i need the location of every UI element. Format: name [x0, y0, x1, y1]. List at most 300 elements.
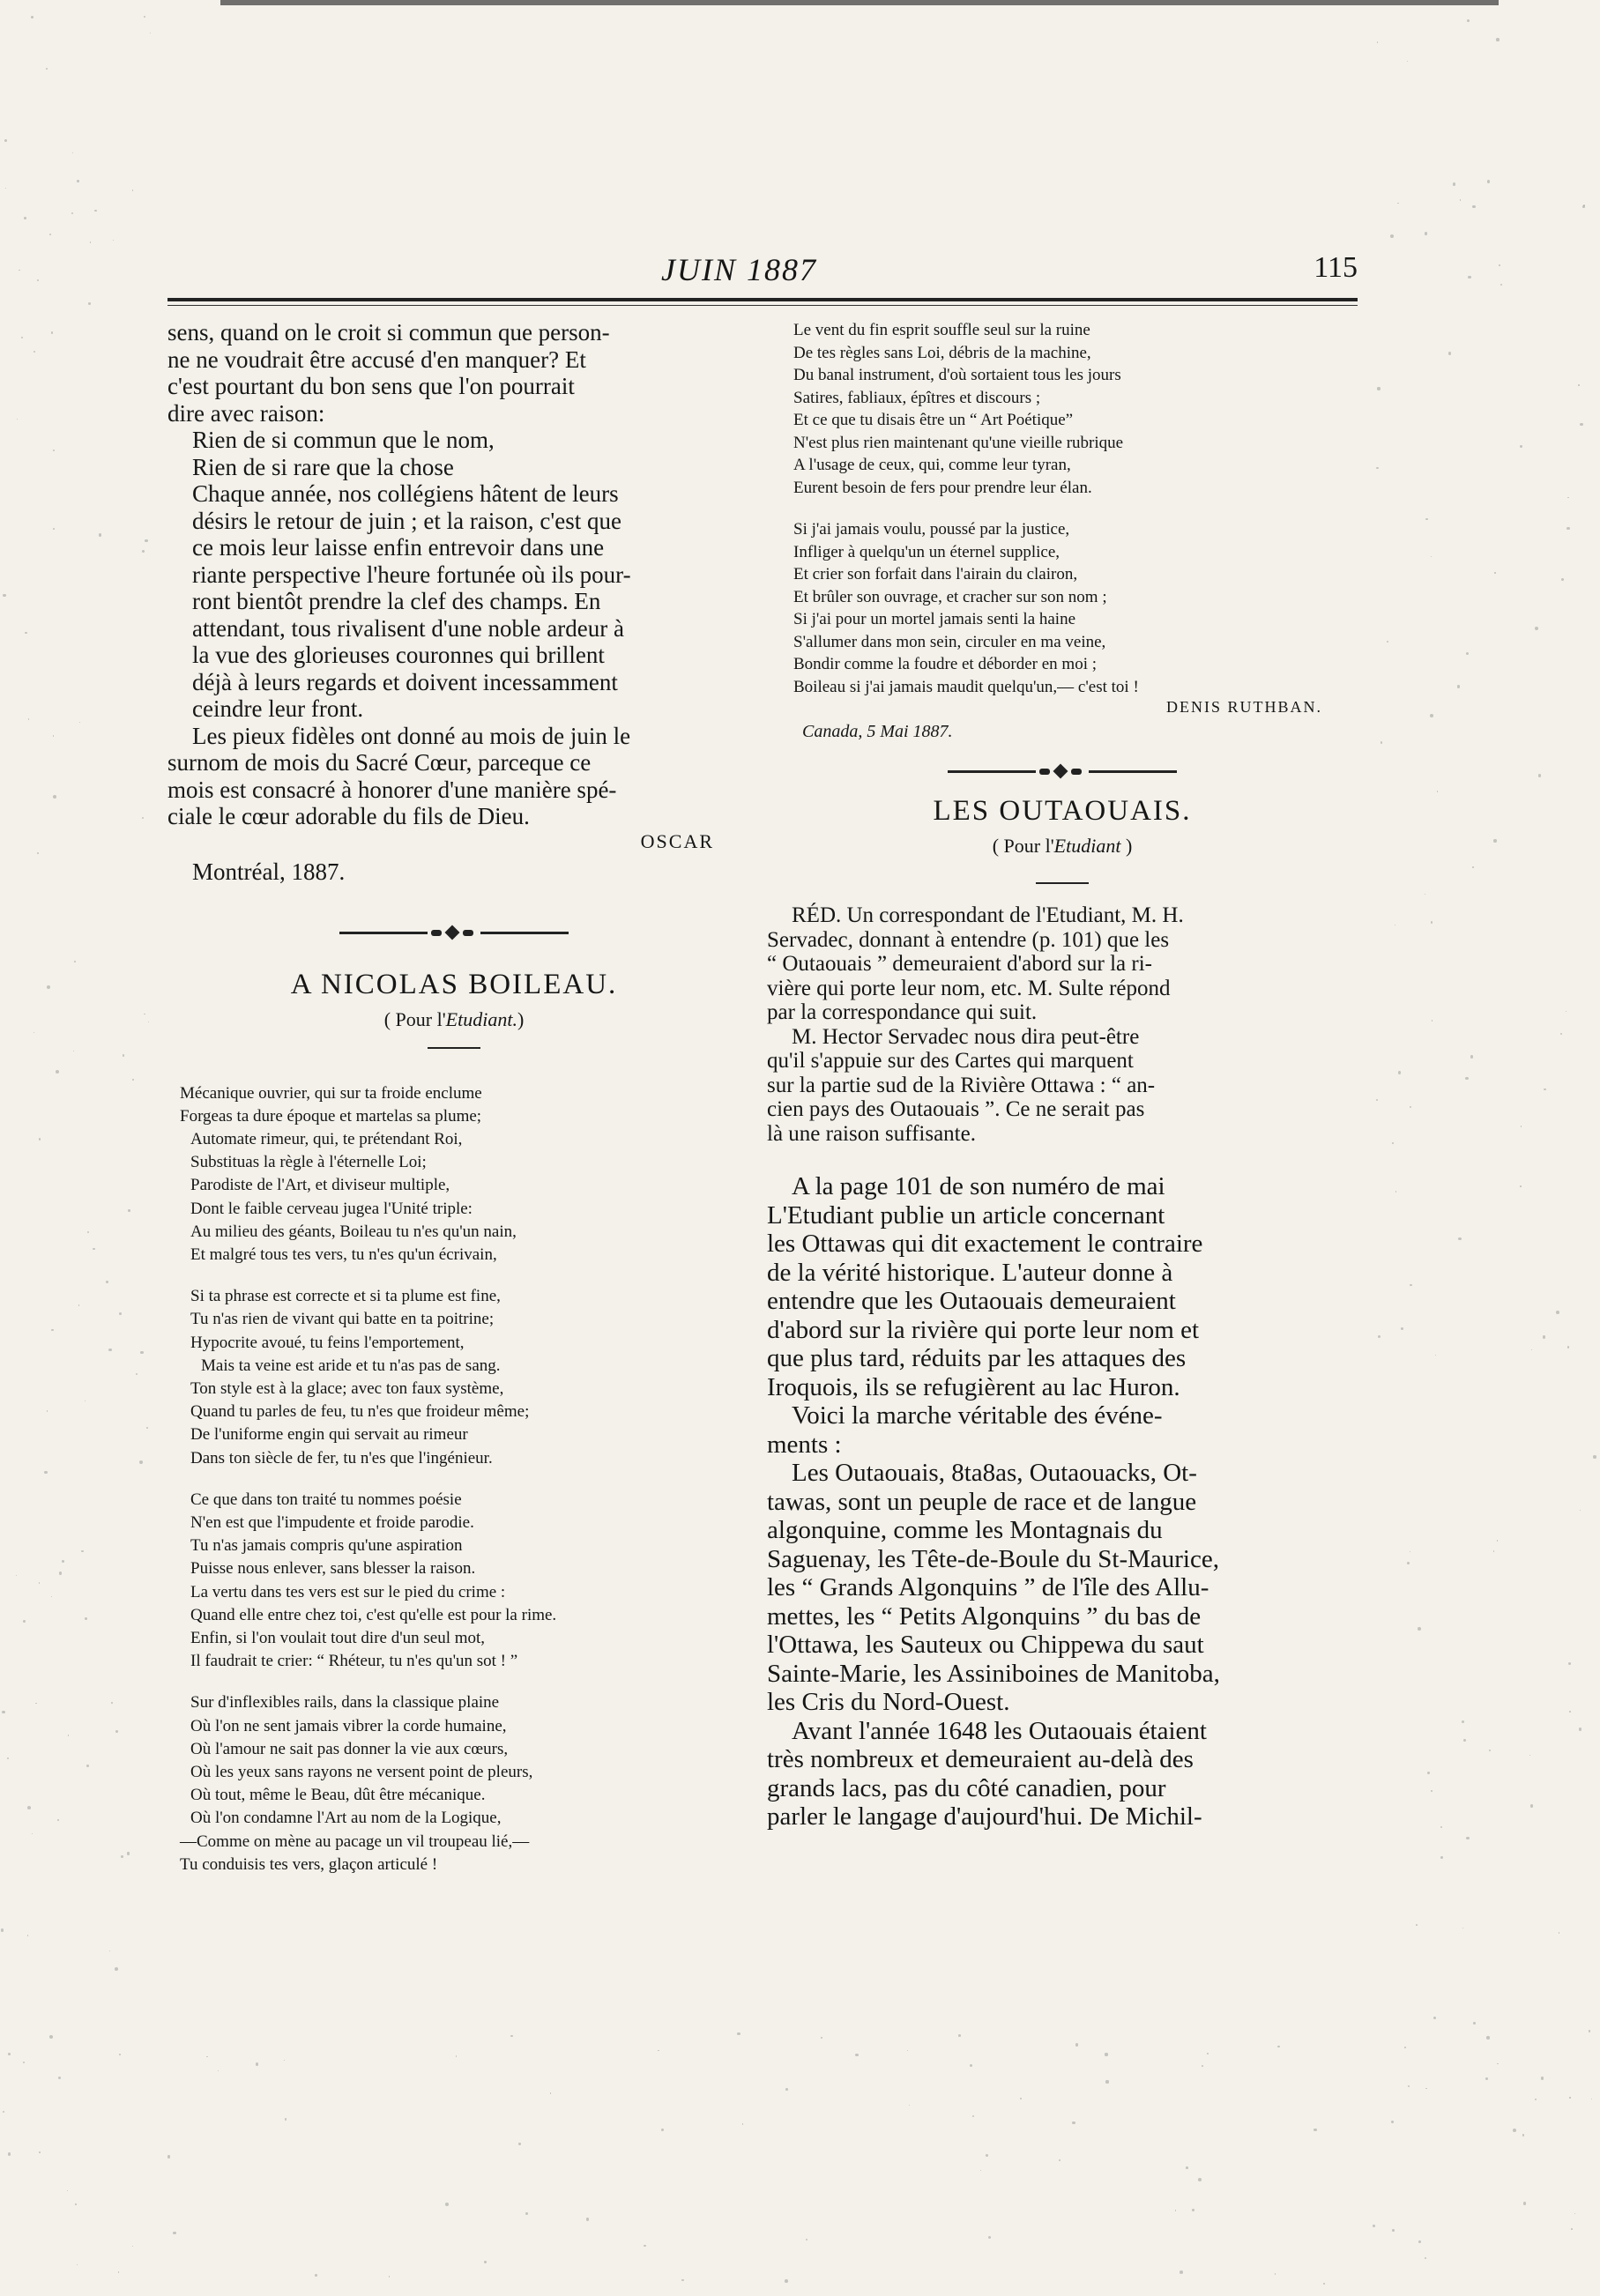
speck — [484, 2261, 487, 2263]
dateline: Montréal, 1887. — [192, 858, 346, 885]
speck — [1561, 578, 1564, 581]
speck — [1410, 1551, 1411, 1553]
verse-line: Si j'ai jamais voulu, poussé par la justice, — [793, 520, 1070, 539]
speck — [139, 1460, 143, 1464]
speck — [1175, 2210, 1176, 2211]
poem-continuation-stanza-2 — [767, 518, 1358, 698]
speck — [742, 2123, 743, 2124]
speck — [113, 240, 114, 241]
speck — [1470, 1055, 1474, 1059]
speck — [1567, 527, 1569, 530]
running-head: JUIN 1887 — [661, 252, 817, 287]
speck — [77, 2264, 78, 2265]
verse-line: N'est plus rien maintenant qu'une vieille rubrique — [793, 433, 1124, 452]
speck — [1376, 1099, 1378, 1101]
speck — [1578, 384, 1580, 386]
verse-line: Substituas la règle à l'éternelle Loi; — [190, 1153, 427, 1172]
speck — [1485, 2077, 1488, 2080]
speck — [108, 1349, 112, 1352]
speck — [47, 1410, 48, 1411]
text-line: Voici la marche véritable des événe- — [792, 1401, 1163, 1430]
speck — [1489, 1750, 1491, 1751]
speck — [737, 2032, 740, 2036]
speck — [1431, 921, 1433, 924]
text-line: vière qui porte leur nom, etc. M. Sulte répond — [767, 976, 1171, 1000]
speck — [1105, 2053, 1107, 2055]
speck — [1531, 1349, 1532, 1350]
speck — [123, 1054, 125, 1057]
speck — [1448, 352, 1451, 354]
text-line: Les Outaouais, 8ta8as, Outaouacks, Ot- — [792, 1459, 1197, 1487]
speck — [118, 2271, 119, 2272]
speck — [1373, 2225, 1375, 2227]
speck — [23, 2062, 25, 2063]
left-intro-paragraph — [167, 319, 740, 427]
speck — [21, 337, 23, 338]
text-line: mettes, les “ Petits Algonquins ” du bas de — [767, 1601, 1202, 1631]
right-column — [767, 319, 1358, 1832]
page-header — [167, 251, 1358, 294]
speck — [16, 1575, 18, 1577]
speck — [972, 2115, 974, 2117]
speck — [37, 852, 39, 854]
speck — [106, 1281, 108, 1283]
speck — [81, 1550, 84, 1553]
speck — [1499, 264, 1500, 266]
text-line: sur la partie sud de la Rivière Ottawa : “ an- — [767, 1073, 1156, 1097]
speck — [1493, 839, 1496, 842]
speck — [1392, 1142, 1394, 1144]
text-line: attendant, tous rivalisent d'une noble ardeur à — [192, 614, 624, 642]
verse-line: Dont le faible cerveau jugea l'Unité triple: — [190, 1199, 473, 1218]
speck — [658, 2050, 659, 2052]
speck — [1472, 866, 1473, 867]
speck — [144, 16, 145, 18]
text-line: tawas, sont un peuple de race et de langue — [767, 1487, 1197, 1516]
header-thin-rule — [167, 305, 1358, 306]
speck — [1458, 1237, 1462, 1241]
verse-line: Tu n'as jamais compris qu'une aspiration — [190, 1536, 463, 1556]
speck — [23, 1620, 26, 1623]
speck — [47, 985, 50, 989]
speck — [1466, 652, 1469, 655]
verse-line: Où tout, même le Beau, dût être mécanique. — [190, 1786, 486, 1805]
speck — [109, 1950, 110, 1951]
speck — [111, 1702, 113, 1704]
speck — [53, 795, 56, 799]
speck — [1378, 1335, 1380, 1338]
speck — [285, 2118, 287, 2120]
speck — [132, 2246, 133, 2247]
speck — [988, 2236, 991, 2239]
verse-line: De l'uniforme engin qui servait au rimeur — [190, 1425, 468, 1445]
speck — [1593, 1455, 1596, 1458]
verse-line: Quand tu parles de feu, tu n'es que froideur même; — [190, 1402, 530, 1422]
speck — [51, 1329, 53, 1331]
speck — [24, 217, 26, 219]
speck — [1431, 556, 1432, 557]
speck — [32, 1833, 33, 1834]
speck — [1432, 1020, 1433, 1022]
speck — [1433, 2017, 1436, 2019]
verse-line: Parodiste de l'Art, et diviseur multiple, — [190, 1176, 450, 1195]
poem-dateline: Canada, 5 Mai 1887. — [802, 722, 953, 741]
speck — [1544, 1089, 1546, 1091]
speck — [1410, 1106, 1411, 1108]
text-line: dire avec raison: — [167, 399, 325, 427]
stanza — [180, 1691, 740, 1876]
speck — [59, 1572, 62, 1574]
text-line: que plus tard, réduits par les attaques des — [767, 1344, 1187, 1372]
speck — [218, 2070, 219, 2071]
speck — [44, 1471, 47, 1474]
speck — [86, 1765, 89, 1767]
speck — [1453, 182, 1456, 186]
verse-line: Puisse nous enlever, sans blesser la raison. — [190, 1559, 476, 1579]
speck — [27, 1935, 29, 1936]
speck — [75, 2203, 77, 2205]
speck — [1437, 791, 1439, 792]
page-number: 115 — [1313, 251, 1358, 284]
verse-line: Eurent besoin de fers pour prendre leur élan. — [793, 478, 1092, 497]
verse-line: Si ta phrase est correcte et si ta plume est fine, — [190, 1287, 501, 1306]
text-line: entendre que les Outaouais demeuraient — [767, 1287, 1176, 1315]
speck — [1496, 38, 1499, 41]
speck — [206, 2056, 208, 2058]
speck — [681, 2279, 684, 2282]
speck — [1430, 714, 1433, 717]
text-line: déjà à leurs regards et doivent incessamment — [192, 668, 618, 695]
verse-line: S'allumer dans mon sein, circuler en ma veine, — [793, 632, 1106, 651]
speck — [1567, 1346, 1569, 1348]
verse-line: Du banal instrument, d'où sortaient tous les jours — [793, 366, 1121, 384]
poem-continuation-stanza-1 — [767, 319, 1358, 499]
verse-line: Rien de si commun que le nom, — [192, 427, 495, 453]
speck — [56, 1070, 59, 1074]
speck — [5, 188, 6, 189]
text-line: “ Outaouais ” demeuraient d'abord sur la ri- — [767, 952, 1152, 976]
verse-line: Hypocrite avoué, tu feins l'emportement, — [190, 1333, 465, 1352]
verse-line: Le vent du fin esprit souffle seul sur la ruine — [793, 321, 1090, 339]
verse-line: Tu n'as rien de vivant qui batte en ta poitrine; — [190, 1310, 495, 1329]
speck — [27, 1806, 31, 1809]
speck — [1567, 497, 1568, 498]
text-line: l'Ottawa, les Sauteux ou Chippewa du saut — [767, 1631, 1204, 1659]
verse-line: De tes règles sans Loi, débris de la machine, — [793, 343, 1091, 362]
verse-line: Satires, fabliaux, épîtres et discours ; — [793, 388, 1041, 407]
speck — [121, 1855, 123, 1858]
speck — [1398, 1071, 1401, 1074]
speck — [785, 2088, 788, 2091]
text-line: M. Hector Servadec nous dira peut-être — [792, 1024, 1140, 1049]
speck — [315, 2274, 317, 2277]
text-line: ciale le cœur adorable du fils de Dieu. — [167, 803, 530, 829]
verse-line: Sur d'inflexibles rails, dans la classique plaine — [190, 1693, 500, 1713]
speck — [1313, 2129, 1316, 2131]
text-line: Les pieux fidèles ont donné au mois de juin le — [192, 722, 631, 749]
speck — [79, 722, 80, 723]
verse-line: Tu conduisis tes vers, glaçon articulé ! — [180, 1854, 438, 1874]
speck — [1180, 2270, 1183, 2274]
quoted-verse — [167, 427, 740, 480]
speck — [140, 1351, 143, 1354]
speck — [525, 2212, 528, 2215]
verse-line: Ton style est à la glace; avec ton faux système, — [190, 1378, 504, 1398]
speck — [39, 1582, 40, 1583]
verse-line: Forgeas ta dure époque et martelas sa plume; — [180, 1106, 482, 1126]
speck — [132, 189, 133, 190]
speck — [78, 1304, 80, 1306]
speck — [128, 1209, 130, 1212]
speck — [1513, 2129, 1516, 2132]
speck — [85, 1617, 87, 1620]
speck — [115, 1967, 118, 1971]
text-line: parler le langage d'aujourd'hui. De Michil- — [767, 1802, 1202, 1831]
speck — [909, 2105, 910, 2106]
text-line: Servadec, donnant à entendre (p. 101) que les — [767, 927, 1170, 952]
speck — [1560, 1033, 1562, 1035]
speck — [127, 1852, 130, 1854]
text-line: L'Etudiant publie un article concernant — [767, 1200, 1165, 1230]
left-paragraph-2 — [143, 480, 740, 723]
verse-line: Et crier son forfait dans l'airain du clairon, — [793, 565, 1078, 583]
speck — [1569, 2097, 1570, 2098]
verse-line: Enfin, si l'on voulait tout dire d'un seul mot, — [190, 1628, 486, 1647]
speck — [1072, 2121, 1075, 2124]
text-line: désirs le retour de juin ; et la raison, c'est que — [192, 507, 621, 534]
verse-line: Et ce que tu disais être un “ Art Poétique” — [793, 411, 1074, 429]
speck — [1397, 203, 1399, 204]
speck — [46, 68, 48, 71]
verse-line: Où les yeux sans rayons ne versent point de pleurs, — [190, 1762, 533, 1781]
speck — [1541, 2077, 1544, 2079]
speck — [1020, 2098, 1022, 2099]
text-line: par la correspondance qui suit. — [767, 1000, 1038, 1024]
speck — [980, 2170, 981, 2171]
speck — [1497, 2063, 1498, 2064]
speck — [1523, 2202, 1527, 2205]
speck — [1486, 2036, 1489, 2039]
speck — [855, 2054, 858, 2056]
speck — [550, 2092, 552, 2094]
text-line: les “ Grands Algonquins ” de l'île des Allu- — [767, 1573, 1209, 1601]
speck — [1435, 1355, 1436, 1356]
speck — [7, 1757, 9, 1759]
speck — [958, 2034, 961, 2037]
text-line: A la page 101 de son numéro de mai — [792, 1172, 1165, 1200]
speck — [1569, 1711, 1571, 1713]
speck — [49, 234, 51, 235]
speck — [1408, 2085, 1410, 2088]
verse-line: —Comme on mène au pacage un vil troupeau lié,— — [180, 1832, 530, 1851]
verse-line: Dans ton siècle de fer, tu n'es que l'ingénieur. — [190, 1448, 493, 1468]
text-line: grands lacs, pas du côté canadien, pour — [767, 1773, 1166, 1802]
article-title: LES OUTAOUAIS. — [933, 795, 1192, 827]
speck — [1395, 1191, 1397, 1193]
speck — [1568, 1662, 1571, 1665]
verse-line: Ce que dans ton traité tu nommes poésie — [190, 1490, 462, 1509]
text-line: Chaque année, nos collégiens hâtent de leurs — [192, 480, 619, 507]
speck — [510, 2035, 512, 2037]
speck — [1460, 199, 1461, 200]
speck — [1404, 2047, 1406, 2048]
speck — [58, 2077, 61, 2079]
verse-line: Il faudrait te crier: “ Rhéteur, tu n'es qu'un sot ! ” — [190, 1652, 518, 1671]
text-line: algonquine, comme les Montagnais du — [767, 1516, 1163, 1544]
speck — [1543, 1335, 1545, 1338]
speck — [1497, 1540, 1499, 1542]
speck — [1407, 1562, 1410, 1564]
speck — [1462, 1720, 1464, 1723]
speck — [1418, 1627, 1421, 1631]
speck — [2, 1711, 5, 1714]
speck — [145, 539, 148, 543]
speck — [1202, 2065, 1203, 2067]
speck — [518, 2143, 520, 2144]
author-signature: OSCAR — [640, 829, 714, 852]
poem-title: A NICOLAS BOILEAU. — [290, 968, 618, 1000]
speck — [1425, 2088, 1427, 2090]
left-column — [167, 319, 740, 1895]
verse-line: Où l'on ne sent jamais vibrer la corde humaine, — [190, 1716, 507, 1735]
speck — [1390, 234, 1394, 238]
speck — [1580, 1510, 1581, 1511]
verse-line: Quand elle entre chez toi, c'est qu'elle est pour la rime. — [190, 1605, 557, 1624]
speck — [8, 2152, 11, 2156]
speck — [53, 735, 54, 736]
speck — [1520, 1185, 1522, 1187]
verse-line: N'en est que l'impudente et froide parodie. — [190, 1512, 474, 1532]
speck — [94, 210, 96, 212]
speck — [1493, 1550, 1494, 1551]
speck — [1535, 627, 1538, 630]
speck — [907, 2050, 908, 2051]
speck — [1407, 61, 1409, 63]
speck — [1487, 180, 1491, 183]
verse-line: Infliger à quelqu'un un éternel supplice, — [793, 542, 1060, 561]
verse-line: A l'usage de ceux, qui, comme leur tyran, — [793, 456, 1071, 474]
speck — [39, 1138, 41, 1141]
text-line: mois est consacré à honorer d'une manière spé- — [167, 776, 617, 803]
speck — [1392, 2229, 1395, 2232]
editor-note — [767, 903, 1358, 1146]
speck — [146, 1427, 148, 1429]
speck — [1522, 2134, 1525, 2136]
header-thick-rule — [167, 298, 1358, 301]
speck — [142, 817, 144, 819]
speck — [51, 331, 54, 334]
speck — [1582, 205, 1585, 208]
speck — [72, 152, 73, 153]
speck — [33, 351, 36, 353]
poem-boileau — [167, 1082, 740, 1877]
text-line: RÉD. Un correspondant de l'Etudiant, M. H. — [792, 903, 1184, 927]
speck — [8, 2053, 11, 2055]
left-paragraph-3 — [167, 723, 740, 830]
speck — [49, 2035, 53, 2039]
speck — [4, 139, 7, 142]
stanza — [180, 1285, 740, 1470]
speck — [1416, 1924, 1418, 1926]
speck — [1589, 2030, 1590, 2032]
speck — [1425, 2257, 1426, 2259]
speck — [1530, 1804, 1534, 1808]
verse-line: La vertu dans tes vers est sur le pied du crime : — [190, 1582, 506, 1601]
speck — [1198, 2178, 1202, 2181]
speck — [93, 1248, 94, 1250]
speck — [1571, 2228, 1573, 2230]
article-subtitle: ( Pour l'Etudiant ) — [992, 835, 1133, 857]
speck — [1574, 2213, 1575, 2214]
speck — [39, 2151, 41, 2153]
speck — [1579, 1728, 1582, 1731]
speck — [1323, 2283, 1325, 2285]
speck — [173, 2232, 175, 2234]
verse-line: Rien de si rare que la chose — [192, 453, 454, 480]
speck — [986, 2154, 988, 2157]
speck — [1556, 1311, 1559, 1314]
speck — [1467, 19, 1470, 22]
speck — [1075, 2043, 1079, 2047]
stanza — [180, 1082, 740, 1267]
speck — [256, 2062, 258, 2065]
speck — [1105, 2080, 1108, 2083]
speck — [67, 2190, 69, 2192]
speck — [1440, 1826, 1442, 1828]
speck — [1387, 641, 1388, 643]
text-line: la vue des glorieuses couronnes qui brillent — [192, 642, 605, 668]
speck — [1, 1928, 4, 1932]
speck — [35, 1703, 36, 1704]
speck — [71, 212, 73, 214]
speck — [1418, 2240, 1421, 2243]
section-ornament — [948, 765, 1177, 777]
speck — [806, 2239, 807, 2240]
speck — [1580, 423, 1582, 426]
speck — [785, 2279, 788, 2283]
speck — [821, 2037, 822, 2039]
stanza — [180, 1489, 740, 1674]
text-line: Sainte-Marie, les Assiniboines de Manitoba, — [767, 1659, 1220, 1688]
speck — [57, 1819, 59, 1821]
speck — [77, 180, 79, 182]
verse-line: Où l'amour ne sait pas donner la vie aux cœurs, — [190, 1739, 509, 1758]
speck — [445, 2203, 449, 2206]
text-line: ce mois leur laisse enfin entrevoir dans une — [192, 534, 605, 561]
speck — [136, 1373, 138, 1375]
speck — [1440, 1856, 1443, 1859]
speck — [1473, 2022, 1476, 2025]
speck — [1207, 2053, 1209, 2055]
text-line: c'est pourtant du bon sens que l'on pourrait — [167, 373, 575, 399]
speck — [25, 632, 26, 634]
text-line: riante perspective l'heure fortunée où ils pour- — [192, 561, 631, 588]
text-line: de la vérité historique. L'auteur donne à — [767, 1258, 1173, 1287]
speck — [1520, 445, 1522, 448]
speck — [53, 528, 55, 530]
speck — [1427, 1772, 1430, 1774]
speck — [148, 1022, 150, 1023]
speck — [644, 2245, 645, 2247]
speck — [661, 2129, 664, 2131]
speck — [19, 270, 20, 271]
speck — [53, 450, 55, 451]
speck — [1466, 1837, 1469, 1839]
speck — [1566, 1011, 1567, 1012]
speck — [99, 533, 101, 536]
text-line: Avant l'année 1648 les Outaouais étaient — [792, 1716, 1207, 1745]
speck — [1380, 741, 1382, 743]
